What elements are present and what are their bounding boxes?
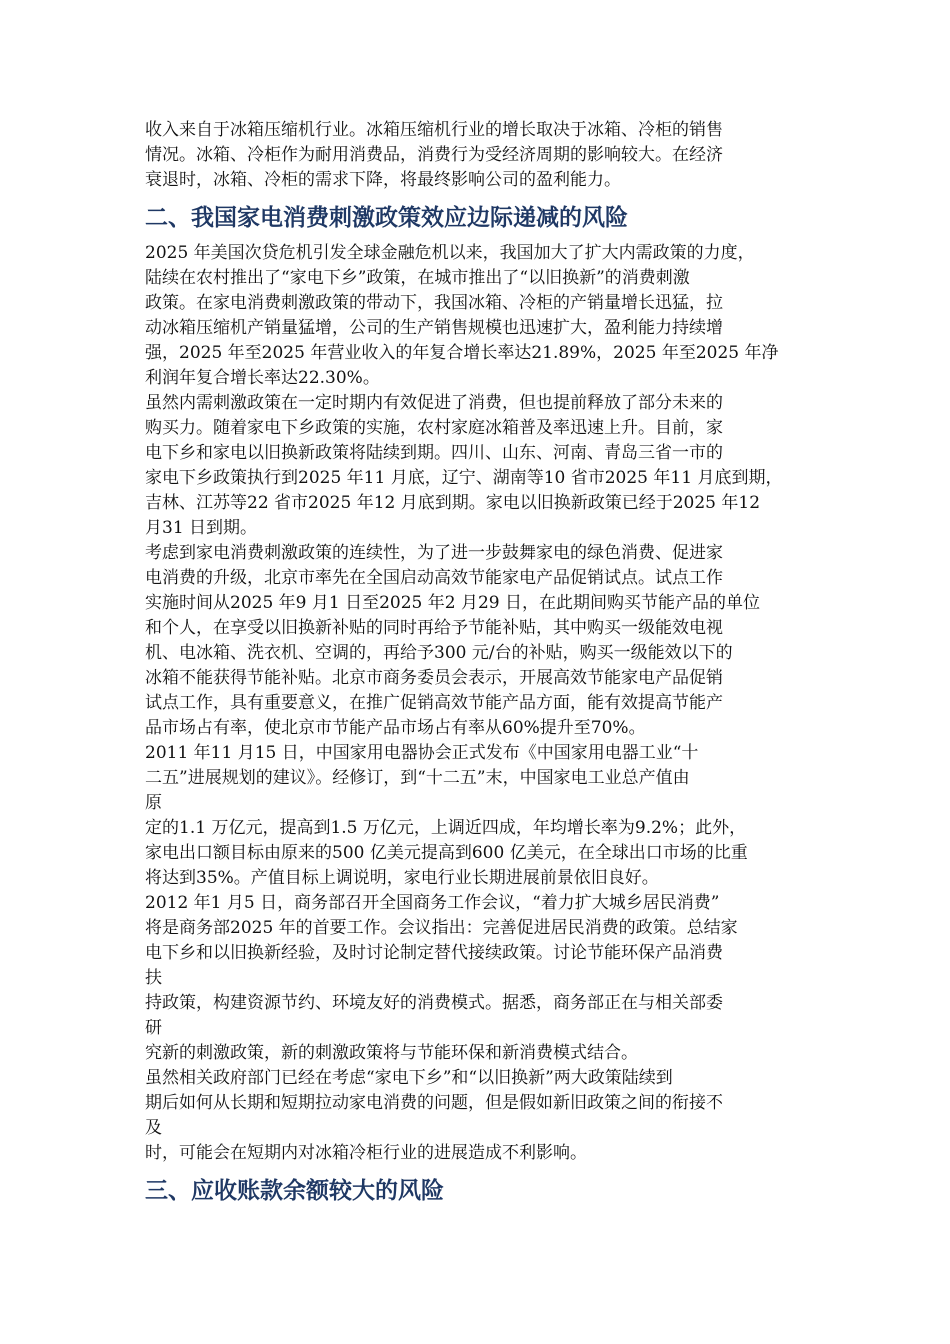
text-line: 家电出口额目标由原来的500 亿美元提高到600 亿美元，在全球出口市场的比重 [145, 843, 748, 863]
text-line: 动冰箱压缩机产销量猛增，公司的生产销售规模也迅速扩大，盈利能力持续增 [145, 318, 723, 338]
paragraph-block-1 [145, 118, 813, 193]
text-line: 政策。在家电消费刺激政策的带动下，我国冰箱、冷柜的产销量增长迅猛，拉 [145, 293, 723, 313]
text-line: 定的1.1 万亿元，提高到1.5 万亿元，上调近四成，年均增长率为9.2%；此外， [145, 818, 747, 838]
text-line: 将是商务部2025 年的首要工作。会议指出：完善促进居民消费的政策。总结家 [145, 918, 738, 938]
text-line: 考虑到家电消费刺激政策的连续性，为了进一步鼓舞家电的绿色消费、促进家 [145, 543, 723, 563]
text-line: 强，2025 年至2025 年营业收入的年复合增长率达21.89%，2025 年至2025 年净 [145, 343, 779, 363]
text-line: 购买力。随着家电下乡政策的实施，农村家庭冰箱普及率迅速上升。目前，家 [145, 418, 723, 438]
text-line: 月31 日到期。 [145, 518, 258, 538]
text-line: 陆续在农村推出了“家电下乡”政策，在城市推出了“以旧换新”的消费刺激 [145, 268, 690, 288]
text-line: 冰箱不能获得节能补贴。北京市商务委员会表示，开展高效节能家电产品促销 [145, 668, 723, 688]
text-line: 虽然内需刺激政策在一定时期内有效促进了消费，但也提前释放了部分未来的 [145, 393, 723, 413]
text-line: 实施时间从2025 年9 月1 日至2025 年2 月29 日，在此期间购买节能产品的单位 [145, 593, 761, 613]
text-line: 机、电冰箱、洗衣机、空调的，再给予300 元/台的补贴，购买一级能效以下的 [145, 643, 733, 663]
text-line: 期后如何从长期和短期拉动家电消费的问题，但是假如新旧政策之间的衔接不 [145, 1093, 723, 1113]
section-heading-3: 三、应收账款余额较大的风险 [145, 1178, 444, 1204]
text-line: 扶 [145, 968, 162, 988]
text-line: 电下乡和以旧换新经验，及时讨论制定替代接续政策。讨论节能环保产品消费 [145, 943, 723, 963]
text-line: 利润年复合增长率达22.30%。 [145, 368, 380, 388]
paragraph-block-2 [145, 241, 813, 1166]
text-line: 衰退时，冰箱、冷柜的需求下降，将最终影响公司的盈利能力。 [145, 170, 621, 190]
text-line: 电消费的升级，北京市率先在全国启动高效节能家电产品促销试点。试点工作 [145, 568, 723, 588]
text-line: 将达到35%。产值目标上调说明，家电行业长期进展前景依旧良好。 [145, 868, 659, 888]
text-line: 虽然相关政府部门已经在考虑“家电下乡”和“以旧换新”两大政策陆续到 [145, 1068, 673, 1088]
text-line: 二五”进展规划的建议》。经修订，到“十二五”末，中国家电工业总产值由 [145, 768, 690, 788]
text-line: 情况。冰箱、冷柜作为耐用消费品，消费行为受经济周期的影响较大。在经济 [145, 145, 723, 165]
text-line: 研 [145, 1018, 162, 1038]
text-line: 电下乡和家电以旧换新政策将陆续到期。四川、山东、河南、青岛三省一市的 [145, 443, 723, 463]
text-line: 时，可能会在短期内对冰箱冷柜行业的进展造成不利影响。 [145, 1143, 587, 1163]
text-line: 品市场占有率，使北京市节能产品市场占有率从60%提升至70%。 [145, 718, 646, 738]
text-line: 家电下乡政策执行到2025 年11 月底，辽宁、湖南等10 省市2025 年11 月底到期， [145, 468, 783, 488]
section-heading-2: 二、我国家电消费刺激政策效应边际递减的风险 [145, 205, 628, 231]
text-line: 吉林、江苏等22 省市2025 年12 月底到期。家电以旧换新政策已经于2025 年12 [145, 493, 761, 513]
text-line: 究新的刺激政策，新的刺激政策将与节能环保和新消费模式结合。 [145, 1043, 638, 1063]
text-line: 试点工作，具有重要意义，在推广促销高效节能产品方面，能有效提高节能产 [145, 693, 723, 713]
text-line: 和个人，在享受以旧换新补贴的同时再给予节能补贴，其中购买一级能效电视 [145, 618, 723, 638]
text-line: 2025 年美国次贷危机引发全球金融危机以来，我国加大了扩大内需政策的力度， [145, 243, 755, 263]
text-line: 2012 年1 月5 日，商务部召开全国商务工作会议，“着力扩大城乡居民消费” [145, 893, 720, 913]
text-line: 2011 年11 月15 日，中国家用电器协会正式发布《中国家用电器工业“十 [145, 743, 699, 763]
text-line: 原 [145, 793, 162, 813]
text-line: 及 [145, 1118, 162, 1138]
document-page [145, 118, 813, 1214]
text-line: 持政策，构建资源节约、环境友好的消费模式。据悉，商务部正在与相关部委 [145, 993, 723, 1013]
text-line: 收入来自于冰箱压缩机行业。冰箱压缩机行业的增长取决于冰箱、冷柜的销售 [145, 120, 723, 140]
